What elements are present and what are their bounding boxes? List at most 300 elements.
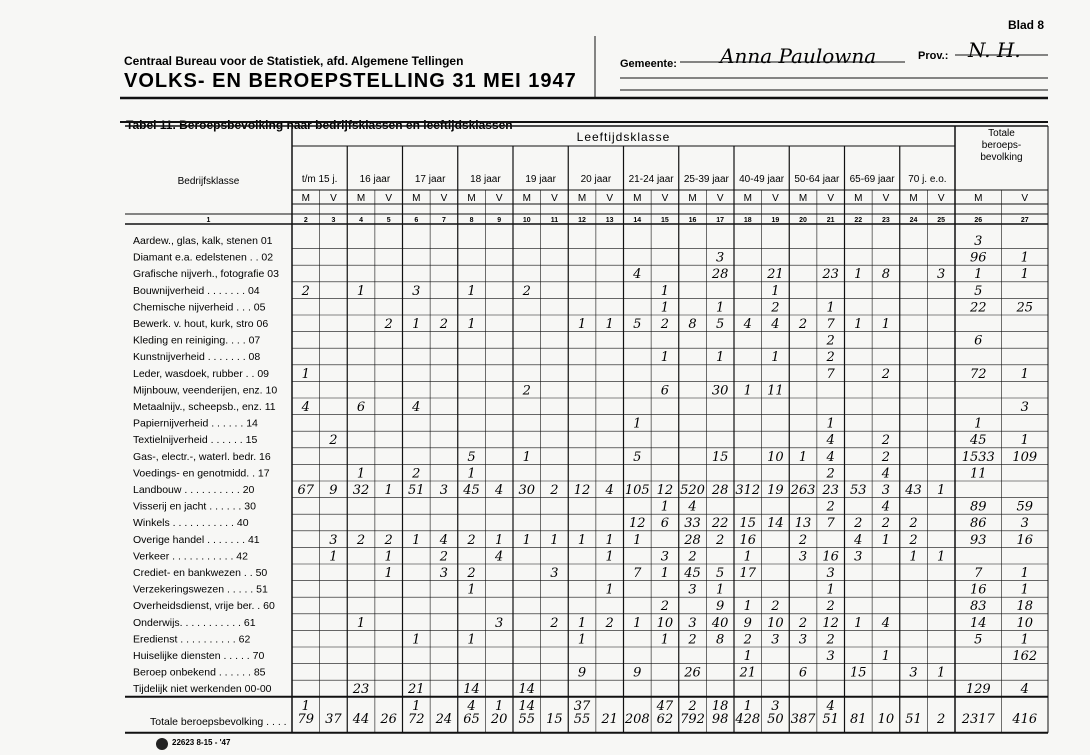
cell-value: 1 <box>412 317 421 332</box>
age-group-header: 16 jaar <box>359 174 391 185</box>
cell-value: 2 <box>467 566 476 581</box>
cell-value: 51 <box>408 483 425 498</box>
cell-value: 1 <box>633 416 642 432</box>
cell-value: 1 <box>909 549 918 565</box>
total-value: 24 <box>435 711 453 727</box>
cell-value: 5 <box>974 283 983 299</box>
col-number: 21 <box>826 217 835 224</box>
cell-value: 86 <box>969 516 987 532</box>
cell-value: 2 <box>798 317 808 332</box>
cell-value: 4 <box>605 483 614 498</box>
cell-value: 1 <box>605 317 614 332</box>
row-label: Crediet- en bankwezen . . 50 <box>133 567 268 579</box>
col-number: 27 <box>1020 217 1029 224</box>
cell-value: 10 <box>656 615 674 631</box>
cell-value: 2 <box>688 549 697 565</box>
row-label: Diamant e.a. edelstenen . . 02 <box>133 251 274 264</box>
cell-value: 3 <box>688 582 697 598</box>
cell-value: 72 <box>969 366 987 382</box>
cell-value: 312 <box>735 483 761 498</box>
total-header: beroeps- <box>981 140 1022 151</box>
cell-value: 22 <box>969 300 987 316</box>
cell-value: 1 <box>854 615 863 631</box>
gemeente-label: Gemeente: <box>620 58 677 70</box>
cell-value: 2 <box>522 283 531 299</box>
cell-value: 7 <box>974 566 983 581</box>
cell-value: 40 <box>711 615 729 631</box>
cell-value: 2 <box>826 499 835 515</box>
cell-value: 4 <box>467 698 476 714</box>
cell-value: 3 <box>439 566 449 581</box>
cell-value: 2 <box>716 532 725 548</box>
sex-header: M <box>633 193 642 204</box>
cell-value: 4 <box>881 466 891 482</box>
cell-value: 1 <box>577 532 587 548</box>
row-label: Mijnbouw, veenderijen, enz. 10 <box>133 384 278 397</box>
cell-value: 1533 <box>961 449 995 465</box>
row-label: Verkeer . . . . . . . . . . . 42 <box>133 550 248 563</box>
cell-value: 45 <box>969 433 987 449</box>
cell-value: 1 <box>522 532 531 548</box>
cell-value: 3 <box>688 615 697 631</box>
total-value: 387 <box>790 711 816 727</box>
cell-value: 26 <box>684 665 701 681</box>
cell-value: 8 <box>881 267 891 283</box>
cell-value: 1 <box>743 698 752 714</box>
row-label: Eredienst . . . . . . . . . . 62 <box>133 633 251 646</box>
row-label: Winkels . . . . . . . . . . . 40 <box>133 517 249 530</box>
cell-value: 6 <box>660 516 670 532</box>
cell-value: 1 <box>1020 250 1029 266</box>
cell-value: 1 <box>881 532 891 548</box>
cell-value: 1 <box>384 483 393 498</box>
cell-value: 1 <box>550 532 559 548</box>
total-value: 81 <box>850 711 867 727</box>
cell-value: 33 <box>684 516 701 532</box>
cell-value: 15 <box>850 665 867 681</box>
cell-value: 3 <box>881 483 891 498</box>
col-number: 2 <box>303 217 308 224</box>
cell-value: 12 <box>629 516 646 532</box>
cell-value: 3 <box>439 483 449 498</box>
cell-value: 5 <box>633 317 642 332</box>
cell-value: 2 <box>854 516 863 532</box>
cell-value: 21 <box>767 267 784 283</box>
cell-value: 1 <box>798 449 808 465</box>
age-group-header: 25-39 jaar <box>683 174 729 185</box>
cell-value: 2 <box>881 366 891 382</box>
total-value: 10 <box>877 711 895 727</box>
total-value: 55 <box>518 711 536 727</box>
cell-value: 2 <box>550 615 559 631</box>
sex-header: V <box>330 193 337 204</box>
col-number: 4 <box>359 217 364 224</box>
age-group-header: 40-49 jaar <box>739 174 785 185</box>
cell-value: 1 <box>937 483 946 498</box>
sex-header: V <box>440 193 448 204</box>
col-number: 11 <box>550 217 559 224</box>
cell-value: 12 <box>656 483 674 498</box>
total-header: bevolking <box>980 152 1023 163</box>
cell-value: 2 <box>826 632 835 648</box>
cell-value: 5 <box>974 632 983 648</box>
cell-value: 1 <box>605 532 614 548</box>
cell-value: 4 <box>439 532 449 548</box>
cell-value: 14 <box>767 516 784 532</box>
col-number: 20 <box>799 217 807 224</box>
cell-value: 4 <box>1020 682 1029 698</box>
cell-value: 9 <box>633 665 642 681</box>
cell-value: 19 <box>767 483 784 498</box>
cell-value: 2 <box>826 350 835 366</box>
cell-value: 1 <box>577 632 587 648</box>
cell-value: 8 <box>716 632 725 648</box>
row-label: Aardew., glas, kalk, stenen 01 <box>133 235 273 247</box>
total-value: 792 <box>680 711 705 727</box>
cell-value: 2 <box>384 317 393 332</box>
cell-value: 1 <box>467 283 476 299</box>
col-number: 25 <box>937 217 946 224</box>
cell-value: 6 <box>974 333 983 349</box>
row-label: Metaalnijv., scheepsb., enz. 11 <box>133 401 276 413</box>
sex-header: M <box>854 193 863 204</box>
cell-value: 7 <box>826 366 835 382</box>
cell-value: 3 <box>854 549 863 565</box>
total-value: 72 <box>408 711 425 727</box>
cell-value: 2 <box>909 516 918 532</box>
total-value: 51 <box>822 711 839 727</box>
cell-value: 162 <box>1012 649 1038 664</box>
cell-value: 105 <box>624 483 650 498</box>
sex-header: M <box>301 193 310 204</box>
cell-value: 1 <box>660 283 670 299</box>
cell-value: 2 <box>522 383 531 399</box>
age-group-header: 20 jaar <box>580 174 612 185</box>
col-number: 22 <box>854 217 863 224</box>
total-value: 65 <box>463 711 480 727</box>
cell-value: 45 <box>684 566 701 581</box>
row-label: Huiselijke diensten . . . . . 70 <box>133 650 265 662</box>
province-value: N. H. <box>968 38 1021 62</box>
cell-value: 1 <box>356 283 366 299</box>
cell-value: 30 <box>518 483 536 498</box>
cell-value: 32 <box>352 483 370 498</box>
age-group-header: 50-64 jaar <box>794 174 840 185</box>
cell-value: 1 <box>974 267 983 283</box>
sex-header: M <box>743 193 752 204</box>
cell-value: 4 <box>881 499 891 515</box>
col-number: 1 <box>206 217 211 224</box>
cell-value: 2 <box>329 433 338 449</box>
total-value: 55 <box>573 711 591 727</box>
col-number: 3 <box>331 217 336 224</box>
cell-value: 2 <box>771 300 780 316</box>
col-number: 17 <box>716 217 725 224</box>
cell-value: 6 <box>660 383 670 399</box>
total-value: 208 <box>624 711 650 727</box>
row-label: Bouwnijverheid . . . . . . . 04 <box>133 284 260 297</box>
cell-value: 13 <box>794 516 812 532</box>
row-label: Overheidsdienst, vrije ber. . 60 <box>133 600 275 613</box>
cell-value: 3 <box>798 632 808 648</box>
cell-value: 2 <box>660 599 670 615</box>
age-group-header: t/m 15 j. <box>301 174 338 185</box>
cell-value: 129 <box>965 682 991 698</box>
cell-value: 2 <box>660 317 670 332</box>
cell-value: 10 <box>767 615 784 631</box>
cell-value: 1 <box>329 549 338 565</box>
row-label: Gas-, electr.-, waterl. bedr. 16 <box>133 450 271 463</box>
cell-value: 14 <box>463 682 480 698</box>
cell-value: 37 <box>573 698 591 714</box>
cell-value: 520 <box>680 483 705 498</box>
cell-value: 4 <box>495 483 504 498</box>
cell-value: 1 <box>467 632 476 648</box>
bureau-name: Centraal Bureau voor de Statistiek, afd. Algemene Tellingen <box>124 54 464 68</box>
cell-value: 16 <box>969 582 987 598</box>
cell-value: 4 <box>743 317 752 332</box>
cell-value: 4 <box>854 532 863 548</box>
cell-value: 7 <box>633 566 642 581</box>
cell-value: 53 <box>850 483 867 498</box>
row-label: Leder, wasdoek, rubber . . 09 <box>133 367 270 380</box>
cell-value: 43 <box>905 483 922 498</box>
cell-value: 1 <box>1020 566 1029 581</box>
cell-value: 1 <box>937 665 946 681</box>
col-number: 6 <box>414 217 419 224</box>
cell-value: 2 <box>798 532 808 548</box>
cell-value: 23 <box>352 682 370 698</box>
sex-header: V <box>385 193 393 204</box>
cell-value: 2 <box>439 317 449 332</box>
cell-value: 28 <box>711 483 729 498</box>
cell-value: 16 <box>1016 532 1034 548</box>
cell-value: 1 <box>854 267 863 283</box>
total-value: 416 <box>1012 711 1038 727</box>
cell-value: 1 <box>301 698 310 714</box>
sex-header: M <box>522 193 531 204</box>
cell-value: 59 <box>1016 499 1034 515</box>
total-value: 62 <box>656 711 674 727</box>
cell-value: 2 <box>743 632 752 648</box>
row-label: Landbouw . . . . . . . . . . 20 <box>133 484 255 496</box>
cell-value: 2 <box>909 532 918 548</box>
total-value: 79 <box>297 711 315 727</box>
table-title: Tabel 11. Beroepsbevolking naar bedrijfsklassen en leeftijdsklassen <box>126 118 513 132</box>
cell-value: 1 <box>467 582 476 598</box>
cell-value: 17 <box>739 566 757 581</box>
cell-value: 2 <box>467 532 476 548</box>
cell-value: 3 <box>1020 400 1029 415</box>
cell-value: 1 <box>384 566 393 581</box>
row-label: Verzekeringswezen . . . . . 51 <box>133 583 268 596</box>
col-number: 14 <box>633 217 642 224</box>
sex-header: V <box>882 193 890 204</box>
col-number: 26 <box>974 217 983 224</box>
cell-value: 1 <box>974 416 983 432</box>
col-number: 10 <box>522 217 531 224</box>
cell-value: 21 <box>408 682 425 698</box>
age-group-header: 18 jaar <box>470 174 501 185</box>
total-header: Totale <box>988 128 1015 139</box>
sex-header: M <box>356 193 366 204</box>
cell-value: 2 <box>356 532 366 548</box>
total-value: 2 <box>937 711 946 727</box>
sex-header: M <box>909 193 918 204</box>
cell-value: 28 <box>684 532 701 548</box>
cell-value: 93 <box>969 532 987 548</box>
sex-header: M <box>974 193 983 204</box>
cell-value: 47 <box>656 698 674 714</box>
cell-value: 1 <box>771 283 780 299</box>
cell-value: 1 <box>412 632 421 648</box>
total-value: 51 <box>905 711 922 727</box>
total-value: 428 <box>735 711 761 727</box>
cell-value: 2 <box>550 483 559 498</box>
cell-value: 67 <box>297 483 315 498</box>
form-title: VOLKS- EN BEROEPSTELLING 31 MEI 1947 <box>124 70 577 92</box>
cell-value: 3 <box>909 665 918 681</box>
header-rules <box>120 36 1048 122</box>
cell-value: 1 <box>384 549 393 565</box>
cell-value: 9 <box>743 615 752 631</box>
col-number: 9 <box>497 217 502 224</box>
cell-value: 4 <box>688 499 697 515</box>
cell-value: 1 <box>1020 366 1029 382</box>
cell-value: 1 <box>743 549 752 565</box>
age-group-header: 19 jaar <box>525 174 556 185</box>
cell-value: 2 <box>826 333 835 349</box>
sex-header: M <box>577 193 587 204</box>
sex-header: V <box>716 193 724 204</box>
age-group-header: 65-69 jaar <box>849 174 895 185</box>
col-number: 8 <box>469 217 474 224</box>
cell-value: 1 <box>716 350 725 366</box>
row-label: Textielnijverheid . . . . . . 15 <box>133 434 258 447</box>
total-value: 37 <box>325 711 342 727</box>
cell-value: 5 <box>716 317 725 332</box>
cell-value: 14 <box>518 682 536 698</box>
cell-value: 14 <box>518 698 536 714</box>
age-group-header: 17 jaar <box>414 174 446 185</box>
total-value: 20 <box>490 711 508 727</box>
cell-value: 3 <box>412 283 421 299</box>
cell-value: 5 <box>633 449 642 465</box>
cell-value: 9 <box>577 665 587 681</box>
col-number: 7 <box>441 217 446 224</box>
cell-value: 1 <box>1020 582 1029 598</box>
cell-value: 14 <box>969 615 987 631</box>
row-label: Chemische nijverheid . . . 05 <box>133 301 266 314</box>
cell-value: 1 <box>412 698 421 714</box>
bedrijfsklasse-header: Bedrijfsklasse <box>177 176 240 187</box>
cell-value: 10 <box>767 449 784 465</box>
cell-value: 1 <box>577 317 587 332</box>
cell-value: 1 <box>881 649 891 664</box>
cell-value: 1 <box>881 317 891 332</box>
cell-value: 4 <box>826 433 835 449</box>
cell-value: 1 <box>633 615 642 631</box>
cell-value: 1 <box>771 350 780 366</box>
total-value: 21 <box>601 711 618 727</box>
cell-value: 1 <box>660 300 670 316</box>
cell-value: 2 <box>771 599 780 615</box>
col-number: 15 <box>661 217 669 224</box>
cell-value: 1 <box>301 366 310 382</box>
cell-value: 15 <box>711 449 729 465</box>
cell-value: 1 <box>633 532 642 548</box>
cell-value: 12 <box>822 615 839 631</box>
total-value: 50 <box>767 711 784 727</box>
cell-value: 96 <box>969 250 987 266</box>
cell-value: 2 <box>605 615 614 631</box>
cell-value: 2 <box>688 632 697 648</box>
cell-value: 2 <box>826 466 835 482</box>
cell-value: 1 <box>854 317 863 332</box>
cell-value: 23 <box>822 267 839 283</box>
age-group-header: 70 j. e.o. <box>908 174 947 185</box>
cell-value: 2 <box>881 449 891 465</box>
cell-value: 22 <box>711 516 729 532</box>
cell-value: 3 <box>974 234 983 249</box>
sex-header: M <box>412 193 421 204</box>
cell-value: 6 <box>356 400 366 415</box>
cell-value: 3 <box>550 566 559 581</box>
col-number: 18 <box>743 217 752 224</box>
cell-value: 1 <box>743 599 752 615</box>
cell-value: 4 <box>412 400 421 415</box>
cell-value: 1 <box>660 566 670 581</box>
table-grid <box>125 126 1048 733</box>
col-number: 13 <box>605 217 614 224</box>
cell-value: 18 <box>1016 599 1034 615</box>
cell-value: 263 <box>790 483 816 498</box>
cell-value: 10 <box>1016 615 1034 631</box>
cell-value: 2 <box>826 599 835 615</box>
cell-value: 1 <box>660 499 670 515</box>
sex-header: V <box>661 193 669 204</box>
cell-value: 2 <box>439 549 449 565</box>
cell-value: 3 <box>716 250 725 266</box>
cell-value: 2 <box>881 516 891 532</box>
cell-value: 1 <box>495 698 504 714</box>
footer-code: 22623 8-15 - '47 <box>172 738 231 747</box>
cell-value: 1 <box>1020 632 1029 648</box>
cell-value: 2 <box>798 615 808 631</box>
cell-value: 8 <box>688 317 697 332</box>
cell-value: 11 <box>767 383 784 399</box>
cell-value: 4 <box>881 615 891 631</box>
cell-value: 1 <box>467 317 476 332</box>
cell-value: 1 <box>577 615 587 631</box>
cell-value: 1 <box>522 449 531 465</box>
sex-header: V <box>937 193 945 204</box>
cell-value: 2 <box>301 283 310 299</box>
cell-value: 2 <box>881 433 891 449</box>
cell-value: 1 <box>412 532 421 548</box>
cell-value: 12 <box>573 483 591 498</box>
col-number: 19 <box>771 217 780 224</box>
cell-value: 23 <box>822 483 839 498</box>
cell-value: 16 <box>822 549 839 565</box>
cell-value: 3 <box>937 267 946 283</box>
cell-value: 5 <box>467 449 476 465</box>
col-number: 5 <box>386 217 391 224</box>
row-label: Grafische nijverh., fotografie 03 <box>133 268 279 281</box>
cell-value: 83 <box>969 599 987 615</box>
sex-header: M <box>467 193 476 204</box>
province-label: Prov.: <box>918 50 949 62</box>
